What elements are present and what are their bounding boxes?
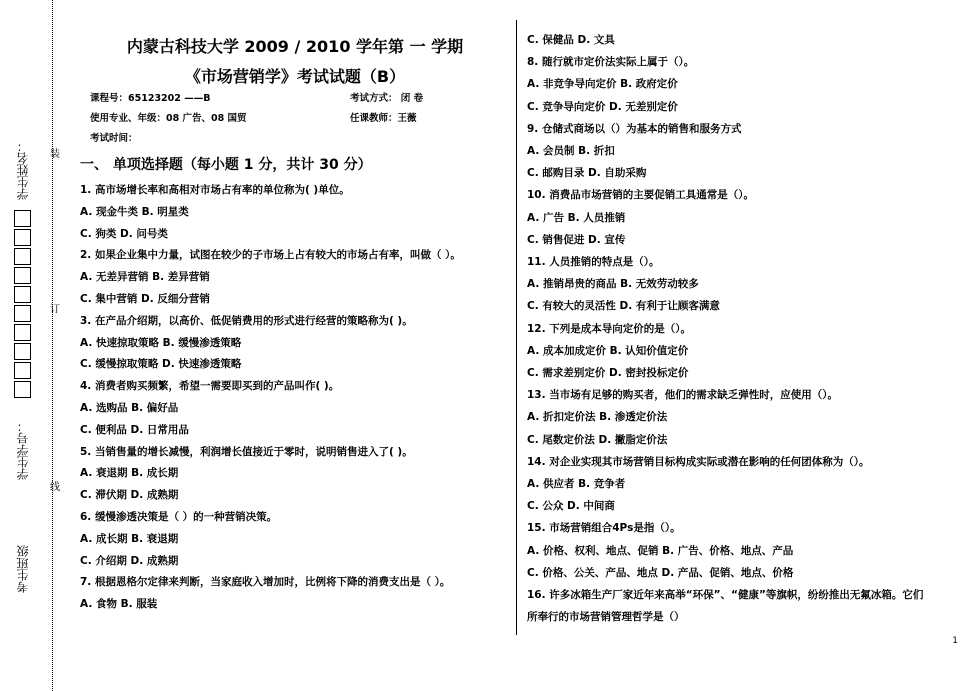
question-line: C. 缓慢掠取策略 D. 快速渗透策略 — [80, 358, 242, 371]
id-box — [14, 229, 31, 246]
id-box — [14, 305, 31, 322]
binding-strip — [0, 0, 60, 691]
question-line: C. 便利品 D. 日常用品 — [80, 423, 189, 436]
student-id-label: 学生学号： — [16, 420, 30, 480]
course-code: 课程号：65123202 ——B — [90, 93, 211, 104]
major-grade: 使用专业、年级：08 广告、08 国贸 — [90, 113, 247, 124]
id-box — [14, 362, 31, 379]
id-box — [14, 381, 31, 398]
column-divider — [516, 20, 517, 635]
binding-mark-top: 装 — [50, 149, 60, 160]
question-line: 6. 缓慢渗透决策是（ ）的一种营销决策。 — [80, 511, 278, 523]
exam-title: 内蒙古科技大学 2009 / 2010 学年第 一 学期 — [126, 37, 464, 56]
teacher: 任课教师：王薇 — [350, 113, 417, 124]
question-line: 14. 对企业实现其市场营销目标构成实际或潜在影响的任何团体称为（）。 — [527, 455, 870, 468]
question-line: C. 尾数定价法 D. 撇脂定价法 — [527, 433, 668, 446]
question-line: A. 无差异营销 B. 差异营销 — [80, 271, 210, 284]
question-line: 8. 随行就市定价法实际上属于（）。 — [527, 56, 695, 69]
question-line: 16. 许多冰箱生产厂家近年来高举“环保”、“健康”等旗帜，纷纷推出无氟冰箱。它们 — [527, 589, 924, 601]
id-box — [14, 210, 31, 227]
question-line: 4. 消费者购买频繁，希望一需要即买到的产品叫作( )。 — [80, 380, 340, 393]
question-line: 9. 仓储式商场以（）为基本的销售和服务方式 — [527, 122, 742, 135]
question-line: A. 衰退期 B. 成长期 — [80, 467, 179, 480]
question-line: A. 食物 B. 服装 — [80, 598, 158, 611]
question-line: A. 现金牛类 B. 明星类 — [80, 205, 189, 218]
question-line: A. 选购品 B. 偏好品 — [80, 402, 179, 414]
question-line: A. 广告 B. 人员推销 — [527, 211, 626, 224]
question-line: C. 狗类 D. 问号类 — [80, 227, 168, 240]
student-class-label: 考生班级 — [16, 545, 30, 593]
section-title: 一、 单项选择题（每小题 1 分，共计 30 分） — [80, 157, 372, 173]
exam-time: 考试时间： — [90, 133, 138, 144]
question-line: C. 公众 D. 中间商 — [527, 500, 615, 513]
question-line: 所奉行的市场营销管理哲学是（） — [527, 611, 685, 624]
question-line: 13. 当市场有足够的购买者，他们的需求缺乏弹性时，应使用（）。 — [527, 389, 839, 402]
question-line: 10. 消费品市场营销的主要促销工具通常是（）。 — [527, 189, 755, 202]
question-line: 1. 高市场增长率和高相对市场占有率的单位称为( )单位。 — [80, 184, 350, 196]
binding-mark-mid: 订 — [50, 304, 60, 315]
question-line: C. 介绍期 D. 成熟期 — [80, 554, 179, 567]
question-line: 15. 市场营销组合4Ps是指（）。 — [527, 522, 681, 535]
question-line: A. 成本加成定价 B. 认知价值定价 — [527, 344, 689, 357]
id-box — [14, 343, 31, 360]
question-line: 2. 如果企业集中力量，试图在较少的子市场上占有较大的市场占有率，叫做（ ）。 — [80, 249, 461, 262]
question-line: A. 成长期 B. 衰退期 — [80, 532, 179, 545]
question-line: 3. 在产品介绍期，以高价、低促销费用的形式进行经营的策略称为( )。 — [80, 314, 413, 327]
question-line: C. 有较大的灵活性 D. 有利于让顾客满意 — [527, 300, 720, 313]
id-box — [14, 267, 31, 284]
question-line: C. 销售促进 D. 宣传 — [527, 233, 626, 246]
question-line: A. 非竞争导向定价 B. 政府定价 — [527, 78, 678, 91]
question-line: 5. 当销售量的增长减慢，利润增长值接近于零时，说明销售进入了( )。 — [80, 445, 413, 458]
question-line: C. 邮购目录 D. 自助采购 — [527, 167, 647, 180]
question-line: C. 需求差别定价 D. 密封投标定价 — [527, 367, 689, 379]
id-box — [14, 286, 31, 303]
question-line: C. 竞争导向定价 D. 无差别定价 — [527, 100, 678, 113]
question-line: C. 集中营销 D. 反细分营销 — [80, 293, 210, 305]
exam-subtitle: 《市场营销学》考试试题（B） — [184, 67, 406, 86]
question-line: C. 滞伏期 D. 成熟期 — [80, 489, 179, 502]
page-number: 1 — [952, 636, 958, 646]
question-line: A. 价格、权利、地点、促销 B. 广告、价格、地点、产品 — [527, 544, 794, 557]
question-line: A. 供应者 B. 竞争者 — [527, 478, 626, 490]
question-line: A. 推销昂贵的商品 B. 无效劳动较多 — [527, 278, 699, 291]
question-line: C. 价格、公关、产品、地点 D. 产品、促销、地点、价格 — [527, 566, 794, 579]
student-name-label: 学生姓名： — [16, 140, 30, 200]
id-box — [14, 324, 31, 341]
student-id-boxes — [14, 210, 31, 400]
question-line: 12. 下列是成本导向定价的是（）。 — [527, 322, 692, 335]
question-line: C. 保健品 D. 文具 — [527, 34, 615, 46]
question-line: A. 折扣定价法 B. 渗透定价法 — [527, 411, 668, 424]
question-line: 11. 人员推销的特点是（）。 — [527, 256, 660, 268]
binding-dotted-line — [52, 0, 53, 691]
id-box — [14, 248, 31, 265]
binding-mark-bottom: 线 — [50, 482, 60, 493]
question-line: 7. 根据恩格尔定律来判断，当家庭收入增加时，比例将下降的消费支出是（ ）。 — [80, 576, 451, 589]
exam-mode: 考试方式： 闭 卷 — [350, 93, 424, 104]
question-line: A. 快速掠取策略 B. 缓慢渗透策略 — [80, 336, 242, 349]
question-line: A. 会员制 B. 折扣 — [527, 145, 615, 157]
